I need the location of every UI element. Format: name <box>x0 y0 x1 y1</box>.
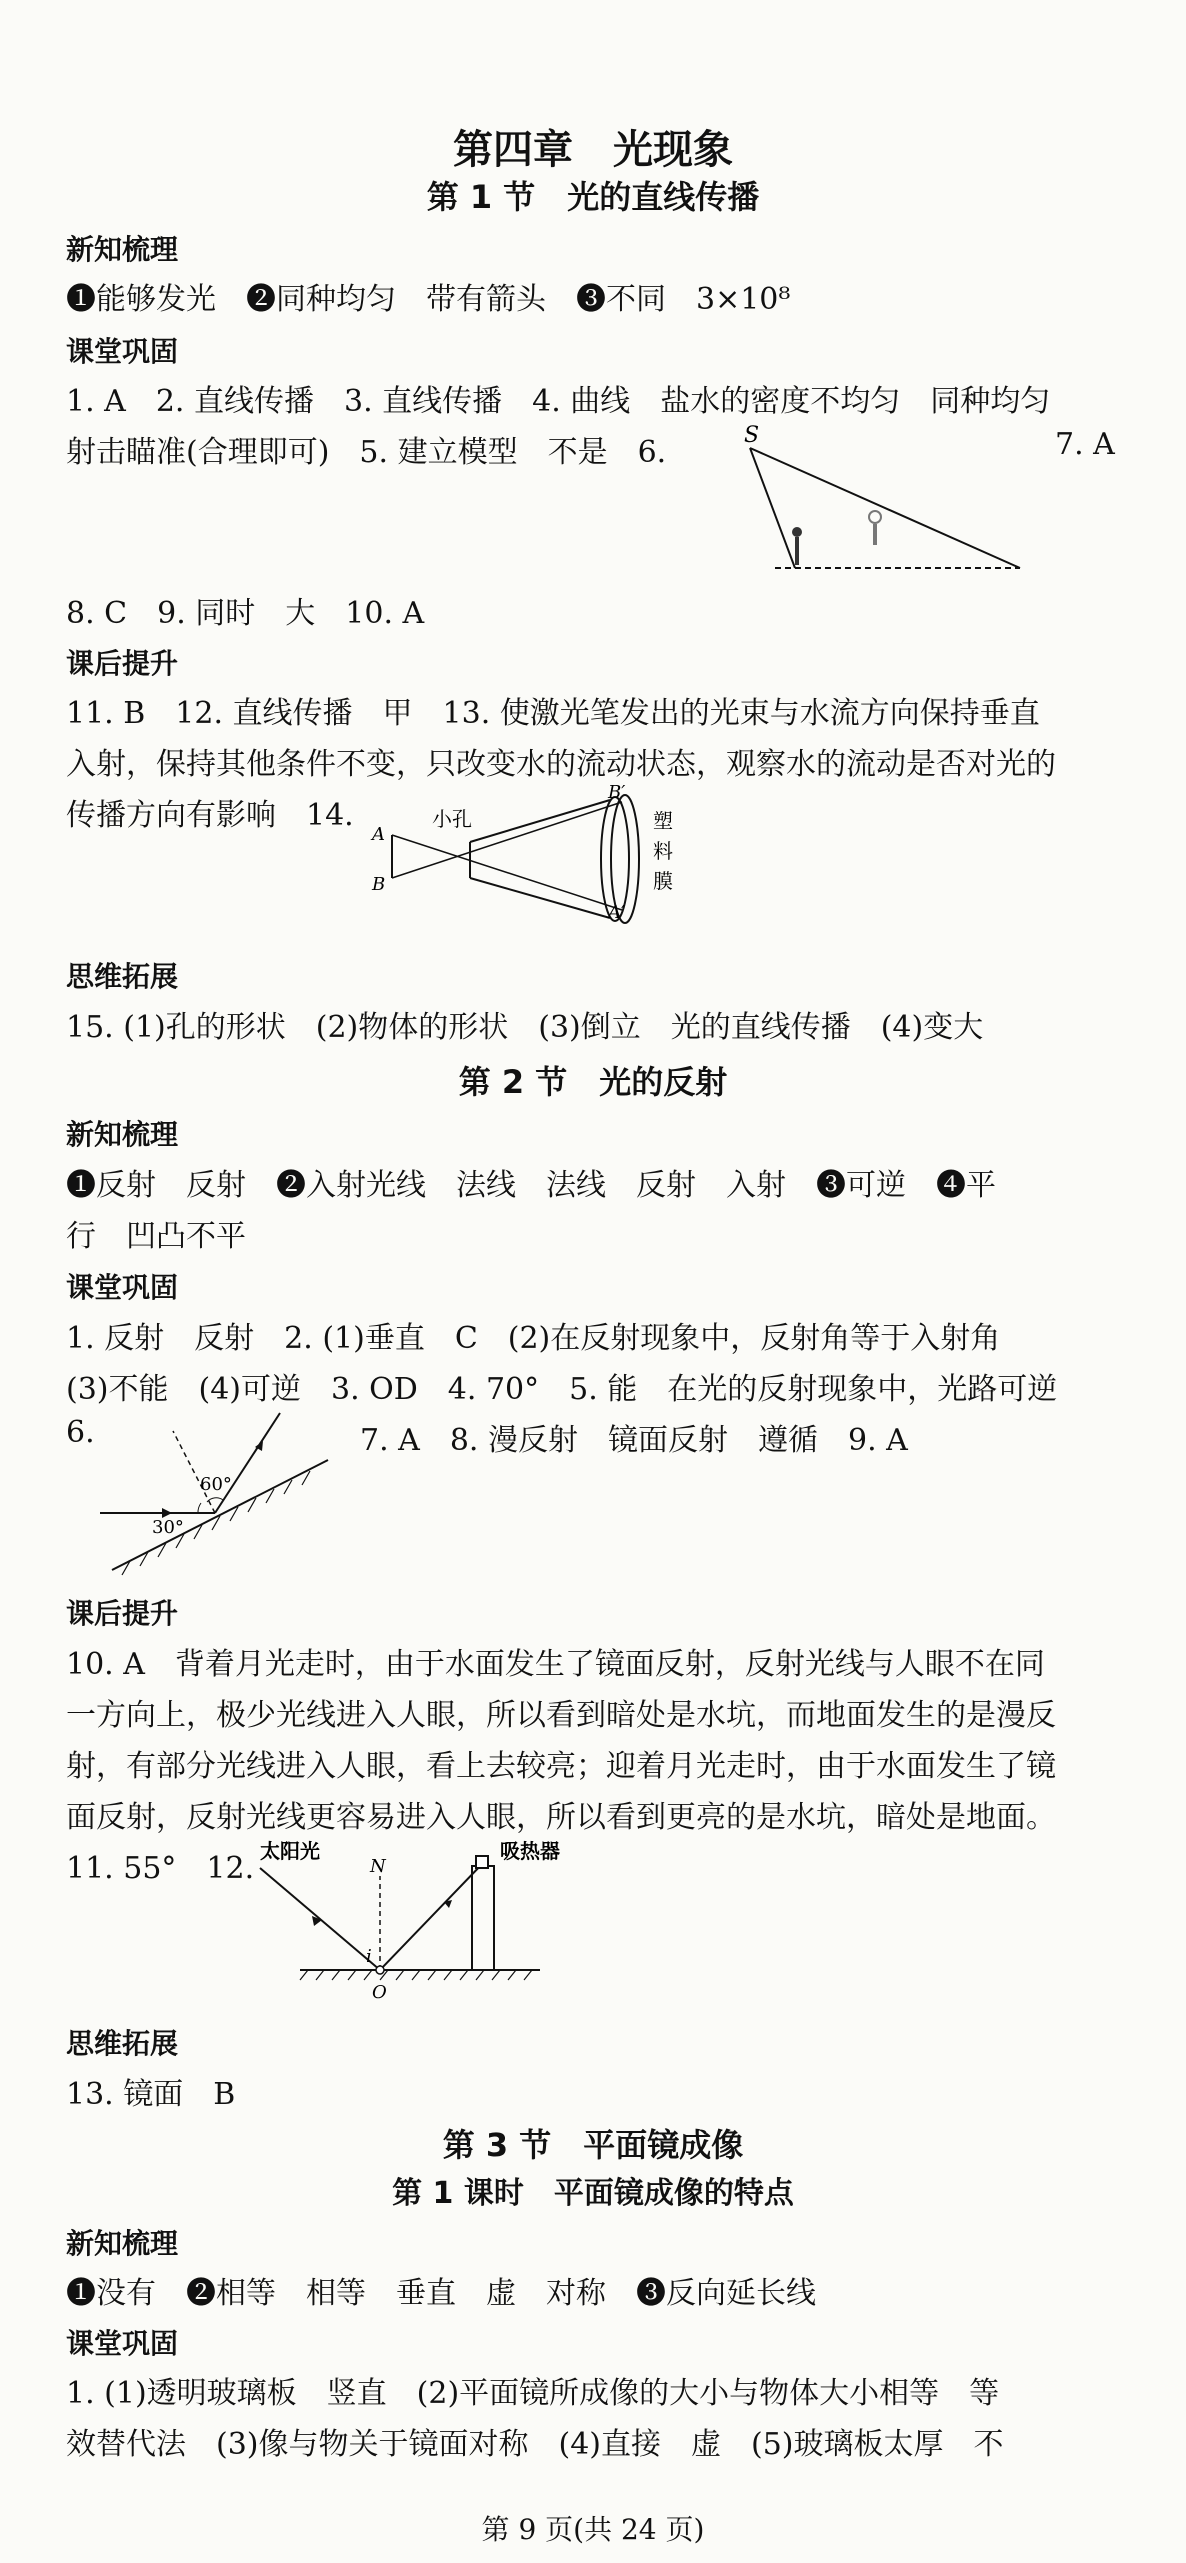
s2-class-line-1: 1. 反射 反射 2. (1)垂直 C (2)在反射现象中，反射角等于入射角 <box>66 1321 1001 1356</box>
absorber-label: 吸热器 <box>500 1839 560 1863</box>
s1-new-line-1: ❶能够发光 ❷同种均匀 带有箭头 ❸不同 3×10⁸ <box>66 282 791 317</box>
reflection-figure <box>90 1405 350 1585</box>
s2-new-line-2: 行 凹凸不平 <box>66 1219 246 1254</box>
label-film-1: 塑 <box>653 809 673 833</box>
section-1-title: 第 1 节 光的直线传播 <box>426 178 760 216</box>
person-figure-near <box>792 527 802 565</box>
absorber-head <box>476 1856 488 1868</box>
label-hole: 小孔 <box>432 807 472 831</box>
s2-heading-think: 思维拓展 <box>66 2027 179 2060</box>
s2-think-line-1: 13. 镜面 B <box>66 2077 236 2112</box>
section-3-subtitle: 第 1 课时 平面镜成像的特点 <box>392 2176 794 2211</box>
s2-after-line-4: 面反射，反射光线更容易进入人眼，所以看到更亮的是水坑，暗处是地面。 <box>66 1800 1056 1835</box>
chapter-title: 第四章 光现象 <box>453 127 733 173</box>
s2-after-line-1: 10. A 背着月光走时，由于水面发生了镜面反射，反射光线与人眼不在同 <box>66 1647 1045 1682</box>
s1-heading-after: 课后提升 <box>66 647 179 680</box>
pinhole-figure <box>370 780 700 950</box>
label-b: B <box>372 874 386 895</box>
s2-heading-after: 课后提升 <box>66 1597 179 1630</box>
s2-after-line-3: 射，有部分光线进入人眼，看上去较亮；迎着月光走时，由于水面发生了镜 <box>66 1749 1056 1784</box>
label-film-2: 料 <box>653 839 673 863</box>
camera-body <box>470 800 610 918</box>
s1-class-line-2: 射击瞄准(合理即可) 5. 建立模型 不是 6. <box>66 435 667 470</box>
section-2-title: 第 2 节 光的反射 <box>458 1063 728 1101</box>
s3-heading-class: 课堂巩固 <box>66 2327 179 2360</box>
s2-after-line-5: 11. 55° 12. <box>66 1851 255 1886</box>
s1-class-line-1: 1. A 2. 直线传播 3. 直线传播 4. 曲线 盐水的密度不均匀 同种均匀 <box>66 384 1051 419</box>
angle-i-label: i <box>366 1946 372 1967</box>
s1-class-line-3: 8. C 9. 同时 大 10. A <box>66 596 425 631</box>
s2-after-line-2: 一方向上，极少光线进入人眼，所以看到暗处是水坑，而地面发生的是漫反 <box>66 1698 1056 1733</box>
angle-60-label: 60° <box>200 1474 232 1495</box>
incident-point <box>376 1966 384 1974</box>
s2-new-line-1: ❶反射 反射 ❷入射光线 法线 法线 反射 入射 ❸可逆 ❹平 <box>66 1168 996 1203</box>
solar-reflection-figure <box>240 1838 640 2008</box>
label-b-prime: B′ <box>608 782 626 803</box>
s3-class-line-1: 1. (1)透明玻璃板 竖直 (2)平面镜所成像的大小与物体大小相等 等 <box>66 2376 1000 2411</box>
s1-heading-think: 思维拓展 <box>66 960 179 993</box>
normal-n-label: N <box>370 1856 386 1877</box>
person-figure-far <box>869 511 881 545</box>
s2-class-line-2: (3)不能 (4)可逆 3. OD 4. 70° 5. 能 在光的反射现象中，光路可逆 <box>66 1372 1058 1407</box>
angle-30-label: 30° <box>152 1517 184 1538</box>
page-footer: 第 9 页(共 24 页) <box>481 2513 705 2546</box>
ray-b <box>392 802 622 878</box>
point-o-label: O <box>372 1982 387 2003</box>
ray-a <box>392 835 622 910</box>
absorber-tube <box>472 1866 494 1970</box>
s1-after-line-2: 入射，保持其他条件不变，只改变水的流动状态，观察水的流动是否对光的 <box>66 747 1056 782</box>
point-s-label: S <box>744 423 760 448</box>
reflected-ray <box>215 1413 280 1513</box>
label-a-prime: A′ <box>608 902 626 923</box>
s1-think-line-1: 15. (1)孔的形状 (2)物体的形状 (3)倒立 光的直线传播 (4)变大 <box>66 1010 984 1045</box>
angle-arc-30 <box>198 1503 201 1513</box>
s2-class-line-3a: 6. <box>66 1415 95 1450</box>
s1-heading-new: 新知梳理 <box>66 233 179 266</box>
reflected-sun-ray <box>380 1862 484 1970</box>
s1-after-line-1: 11. B 12. 直线传播 甲 13. 使激光笔发出的光束与水流方向保持垂直 <box>66 696 1040 731</box>
section-3-title: 第 3 节 平面镜成像 <box>442 2126 744 2164</box>
s3-class-line-2: 效替代法 (3)像与物关于镜面对称 (4)直接 虚 (5)玻璃板太厚 不 <box>66 2427 1004 2462</box>
s2-class-line-3b: 7. A 8. 漫反射 镜面反射 遵循 9. A <box>360 1423 908 1458</box>
shadow-figure <box>720 420 1040 580</box>
label-film-3: 膜 <box>653 869 673 893</box>
sun-label: 太阳光 <box>260 1839 320 1863</box>
ground-hatch <box>300 1970 532 1980</box>
s2-heading-new: 新知梳理 <box>66 1118 179 1151</box>
s2-heading-class: 课堂巩固 <box>66 1271 179 1304</box>
shadow-ray-long <box>750 448 1020 568</box>
s1-class-line-2b: 7. A <box>1055 427 1115 462</box>
s1-heading-class: 课堂巩固 <box>66 335 179 368</box>
s3-new-line-1: ❶没有 ❷相等 相等 垂直 虚 对称 ❸反向延长线 <box>66 2276 816 2311</box>
s3-heading-new: 新知梳理 <box>66 2227 179 2260</box>
sun-ray <box>260 1868 380 1970</box>
s1-after-line-3: 传播方向有影响 14. <box>66 798 354 833</box>
label-a: A <box>372 824 385 845</box>
